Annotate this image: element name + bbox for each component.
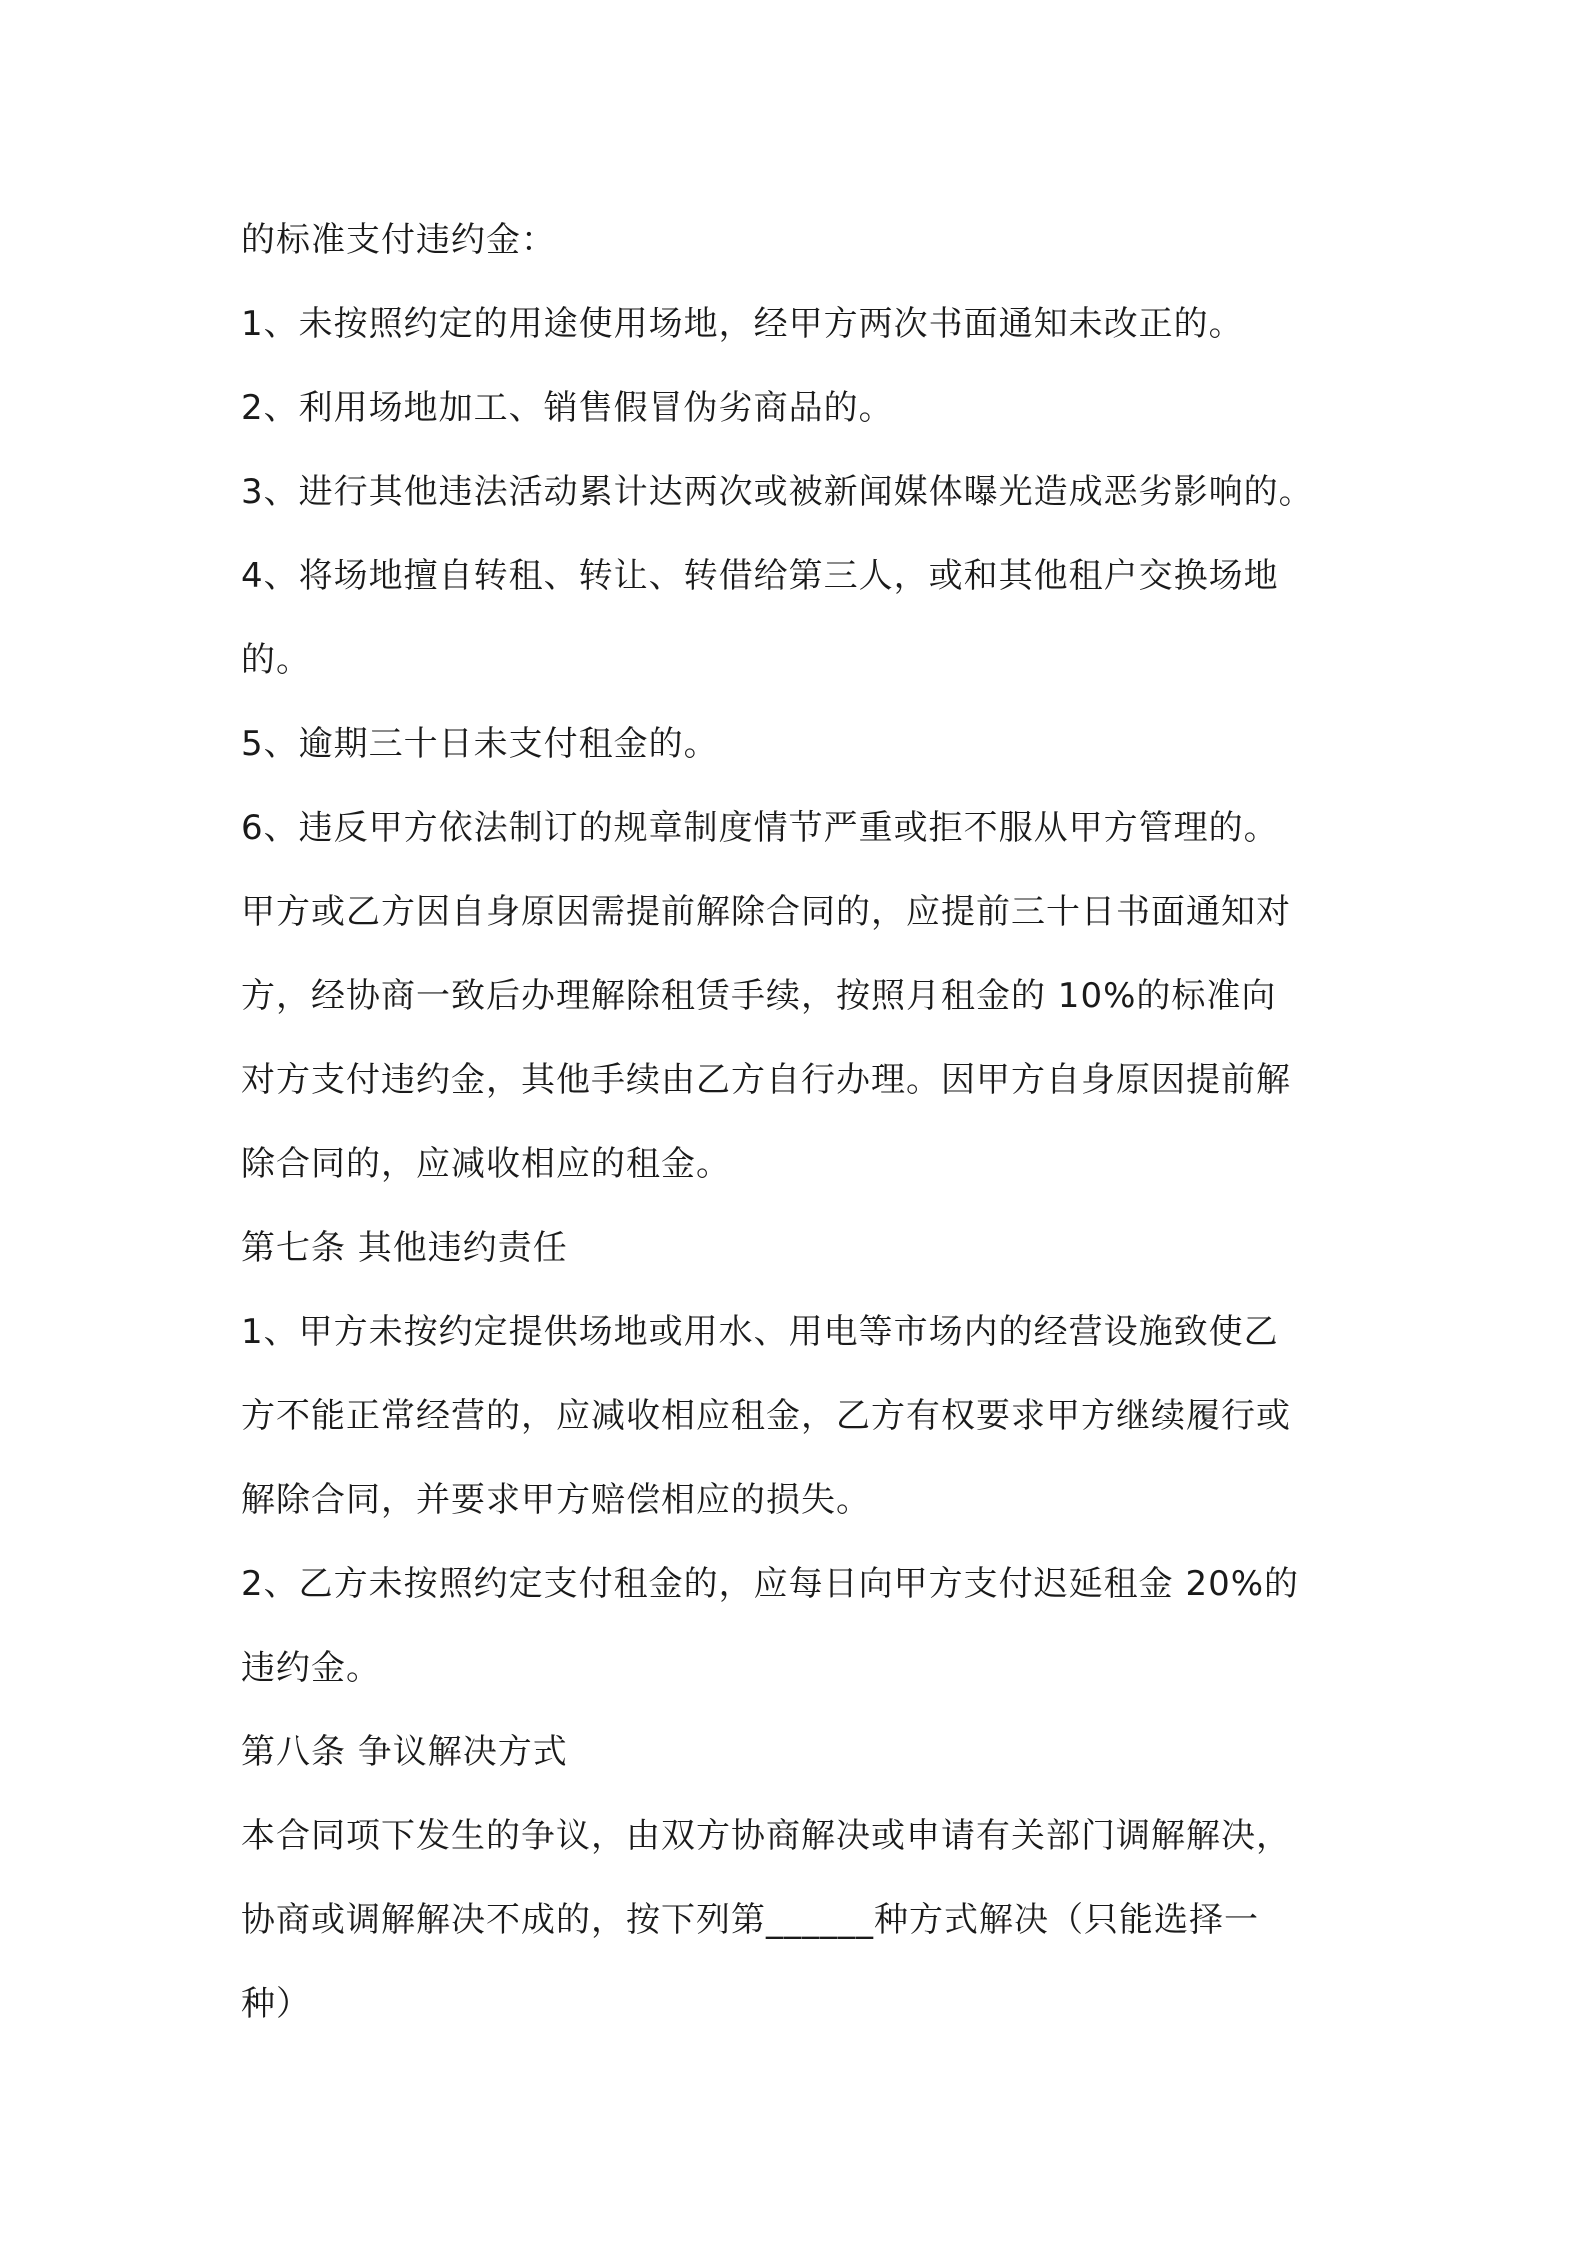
text-line: 方不能正常经营的，应减收相应租金，乙方有权要求甲方继续履行或 — [241, 1396, 1291, 1436]
text-line: 对方支付违约金，其他手续由乙方自行办理。因甲方自身原因提前解 — [241, 1060, 1291, 1100]
text-line: 甲方或乙方因自身原因需提前解除合同的，应提前三十日书面通知对 — [241, 892, 1291, 932]
text-line: 种） — [241, 1984, 311, 2024]
text-line: 4、将场地擅自转租、转让、转借给第三人，或和其他租户交换场地 — [241, 556, 1279, 596]
text-line: 协商或调解解决不成的，按下列第______种方式解决（只能选择一 — [241, 1900, 1259, 1940]
section-heading: 第八条 争议解决方式 — [241, 1732, 568, 1772]
text-line: 方，经协商一致后办理解除租赁手续，按照月租金的 10%的标准向 — [241, 976, 1277, 1016]
text-line: 1、甲方未按约定提供场地或用水、用电等市场内的经营设施致使乙 — [241, 1312, 1279, 1352]
text-line: 1、未按照约定的用途使用场地，经甲方两次书面通知未改正的。 — [241, 304, 1244, 344]
section-heading: 第七条 其他违约责任 — [241, 1228, 568, 1268]
text-line: 2、乙方未按照约定支付租金的，应每日向甲方支付迟延租金 20%的 — [241, 1564, 1300, 1604]
text-line: 3、进行其他违法活动累计达两次或被新闻媒体曝光造成恶劣影响的。 — [241, 472, 1314, 512]
document-body — [241, 198, 1381, 2046]
text-line: 5、逾期三十日未支付租金的。 — [241, 724, 719, 764]
text-line: 本合同项下发生的争议，由双方协商解决或申请有关部门调解解决， — [241, 1816, 1291, 1856]
text-line: 6、违反甲方依法制订的规章制度情节严重或拒不服从甲方管理的。 — [241, 808, 1279, 848]
text-line: 除合同的，应减收相应的租金。 — [241, 1144, 731, 1184]
text-line: 解除合同，并要求甲方赔偿相应的损失。 — [241, 1480, 871, 1520]
text-line: 的标准支付违约金： — [241, 220, 556, 260]
text-line: 2、利用场地加工、销售假冒伪劣商品的。 — [241, 388, 894, 428]
text-line: 的。 — [241, 640, 311, 680]
text-line: 违约金。 — [241, 1648, 381, 1688]
